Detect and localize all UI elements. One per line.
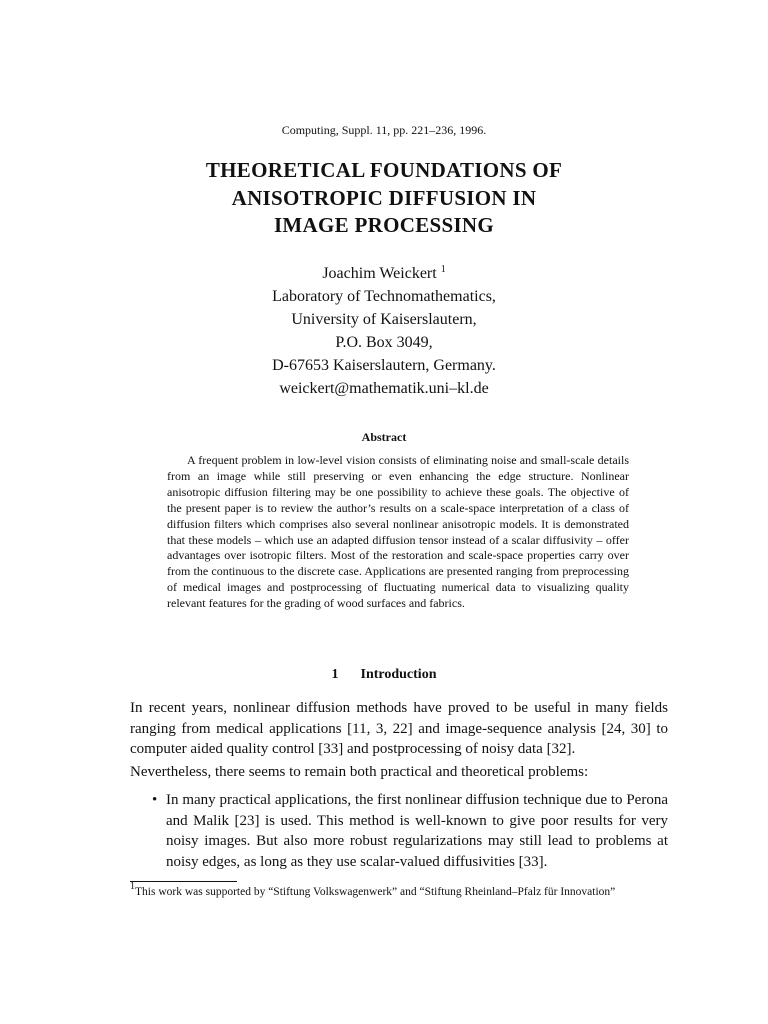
intro-paragraph-1: In recent years, nonlinear diffusion methods have proved to be useful in many fields ranging from medical applications [11, 3, 22] and image-sequence analysis [24, 30] to computer aided quality control [33] and postprocessing of noisy data [32]. [130, 700, 668, 757]
affiliation-line: Laboratory of Technomathematics, [272, 288, 496, 305]
section-number: 1 [331, 667, 339, 682]
author-block [0, 262, 768, 400]
abstract-heading: Abstract [361, 430, 407, 444]
affiliation-line: P.O. Box 3049, [335, 334, 433, 351]
footnote-text: This work was supported by “Stiftung Volkswagenwerk” and “Stiftung Rheinland–Pfalz für Innovation” [135, 886, 616, 898]
bullet-text: In many practical applications, the first nonlinear diffusion technique due to Perona and Malik [23] is used. This method is well-known to give poor results for very noisy images. But also more robust regularizations may still lead to problems at noisy edges, as long as they use scalar-valued diffusivities [33]. [166, 792, 668, 870]
affiliation-line: University of Kaiserslautern, [291, 311, 477, 328]
abstract-text: A frequent problem in low-level vision consists of eliminating noise and small-scale details from an image while still preserving or even enhancing the edge structure. Nonlinear anisotropic diffusion filtering may be one possibility to achieve these goals. The objective of the present paper is to review the author’s results on a scale-space interpretation of a class of diffusion filters which comprises also several nonlinear anisotropic models. It is demonstrated that these models – which use an adapted diffusion tensor instead of a scalar diffusivity – offer advantages over isotropic filters. Most of the restoration and scale-space properties carry over from the continuous to the discrete case. Applications are presented ranging from preprocessing of medical images and postprocessing of fluctuating numerical data to visualizing quality relevant features for the grading of wood surfaces and fabrics. [167, 453, 629, 611]
section-title: Introduction [360, 667, 437, 682]
author-name: Joachim Weickert [322, 265, 437, 282]
author-email: weickert@mathematik.uni–kl.de [279, 380, 489, 397]
footnote-divider [130, 881, 237, 882]
author-footnote-mark: 1 [440, 264, 446, 275]
footnote-mark: 1 [130, 881, 135, 892]
footnote [130, 881, 668, 900]
bullet-icon: • [152, 792, 158, 808]
bullet-list-item [152, 790, 668, 872]
paper-title-line-2: ANISOTROPIC DIFFUSION IN [231, 186, 537, 210]
affiliation-line: D-67653 Kaiserslautern, Germany. [272, 357, 496, 374]
paper-title-line-1: THEORETICAL FOUNDATIONS OF [205, 158, 563, 182]
paper-title-line-3: IMAGE PROCESSING [273, 213, 495, 237]
section-heading [0, 667, 768, 683]
intro-paragraph-2: Nevertheless, there seems to remain both practical and theoretical problems: [130, 764, 589, 780]
author-name-line [0, 262, 768, 285]
journal-reference: Computing, Suppl. 11, pp. 221–236, 1996. [281, 123, 487, 137]
